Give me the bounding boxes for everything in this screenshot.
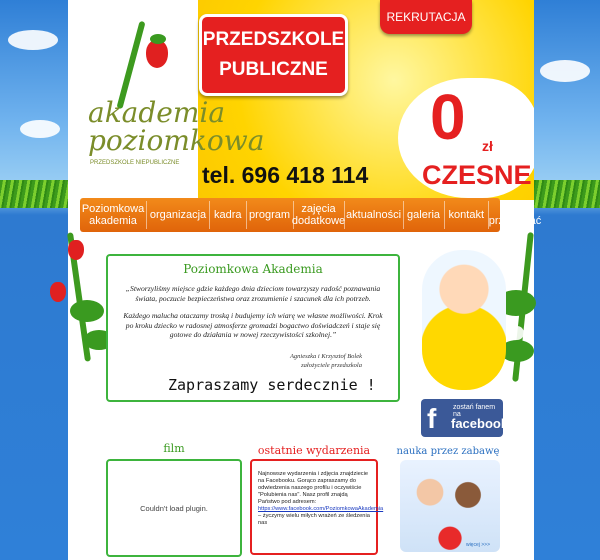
strawberry-icon [50,282,66,302]
signature [144,352,362,370]
header-banner [68,0,534,200]
nav-item-kontakt[interactable]: kontakt [445,201,489,229]
price-label: CZESNE [422,160,532,190]
nav-item-kadra[interactable]: kadra [210,201,247,229]
cloud [20,120,60,138]
news-body: Najnowsze wydarzenia i zdjęcia znajdziecie na Facebooku. Gorąco zapraszamy do odwiedzenia naszego profilu i oczywiście "Polubienia nas". Nasz profil znajdą Państwo pod adresem: [258,471,369,505]
welcome-heading: Poziomkowa Akademia [183,262,323,276]
logo-text-line2: poziomkowa [88,124,265,157]
news-title: ostatnie wydarzenia [257,444,371,457]
facebook-profile-link[interactable]: https://www.facebook.com/PoziomkowaAkademia [258,506,384,512]
welcome-paragraph-1: „Stworzyliśmy miejsce gdzie każdego dnia dzieciom towarzyszy radość poznawania świata, poczucie bezpieczeństwa oraz zrozumienie i szacunek dla ich potrzeb. [125,284,381,303]
title-line1: PRZEDSZKOLE [202,29,345,50]
recruitment-button[interactable]: REKRUTACJA [380,0,472,34]
strawberry-icon [146,40,168,68]
logo-subtitle: PRZEDSZKOLE NIEPUBLICZNE [90,160,180,166]
facebook-line2: facebook [451,416,509,431]
school-title-box [199,14,348,96]
leaf-icon [70,300,104,322]
title-line2: PUBLICZNE [219,59,328,80]
signature-role: założyciele przedszkola [301,361,362,369]
facebook-fan-button[interactable] [421,399,509,437]
child-painting-image [422,250,506,390]
nav-item-aktualnosci[interactable]: aktualności [345,201,404,229]
flower-icon [510,326,524,340]
nav-item-warto-przeczytac[interactable]: warto przeczytać [488,203,542,227]
nav-item-program[interactable]: program [247,201,294,229]
play-title: nauka przez zabawę [396,446,500,457]
nav-item-poziomkowa-akademia[interactable]: Poziomkowa akademia [80,201,147,229]
film-box [106,459,242,557]
nav-item-zajecia-dodatkowe[interactable]: zajęcia dodatkowe [291,203,346,227]
phone-number: tel. 696 418 114 [202,162,369,188]
cloud [540,60,590,82]
signature-names: Agnieszka i Krzysztof Bolek [289,352,362,360]
film-title: film [163,442,185,455]
strawberry-icon [68,240,84,260]
news-tail: – życzymy wielu miłych wrażeń ze śledzenia nas [258,513,370,526]
facebook-icon: f [427,403,437,434]
nav-item-organizacja[interactable]: organizacja [147,201,210,229]
facebook-line1: zostań fanem na [453,404,496,418]
welcome-paragraph-2: Każdego malucha otaczamy troską i budujemy ich wiarę we własne możliwości. Krok po kroku dziecko w radosnej atmosferze gromadzi bogactwo doświadczeń i staje się gotowe do działania w nowej rzeczywistości szkolnej.” [123,311,383,339]
price-currency: zł [482,138,493,154]
news-text [258,471,384,527]
nav-item-galeria[interactable]: galeria [404,201,445,229]
leaf-icon [150,34,166,44]
main-nav [80,198,542,232]
more-link[interactable]: więcej >>> [465,542,490,548]
price-zero: 0 [430,81,466,153]
logo[interactable] [68,0,265,200]
cloud [8,30,58,50]
logo-text-line1: akademia [88,96,226,129]
children-playing-image[interactable] [400,460,500,552]
plugin-error: Couldn't load plugin. [140,503,208,513]
invite-text: Zapraszamy serdecznie ! [168,376,376,394]
news-box [250,459,384,555]
